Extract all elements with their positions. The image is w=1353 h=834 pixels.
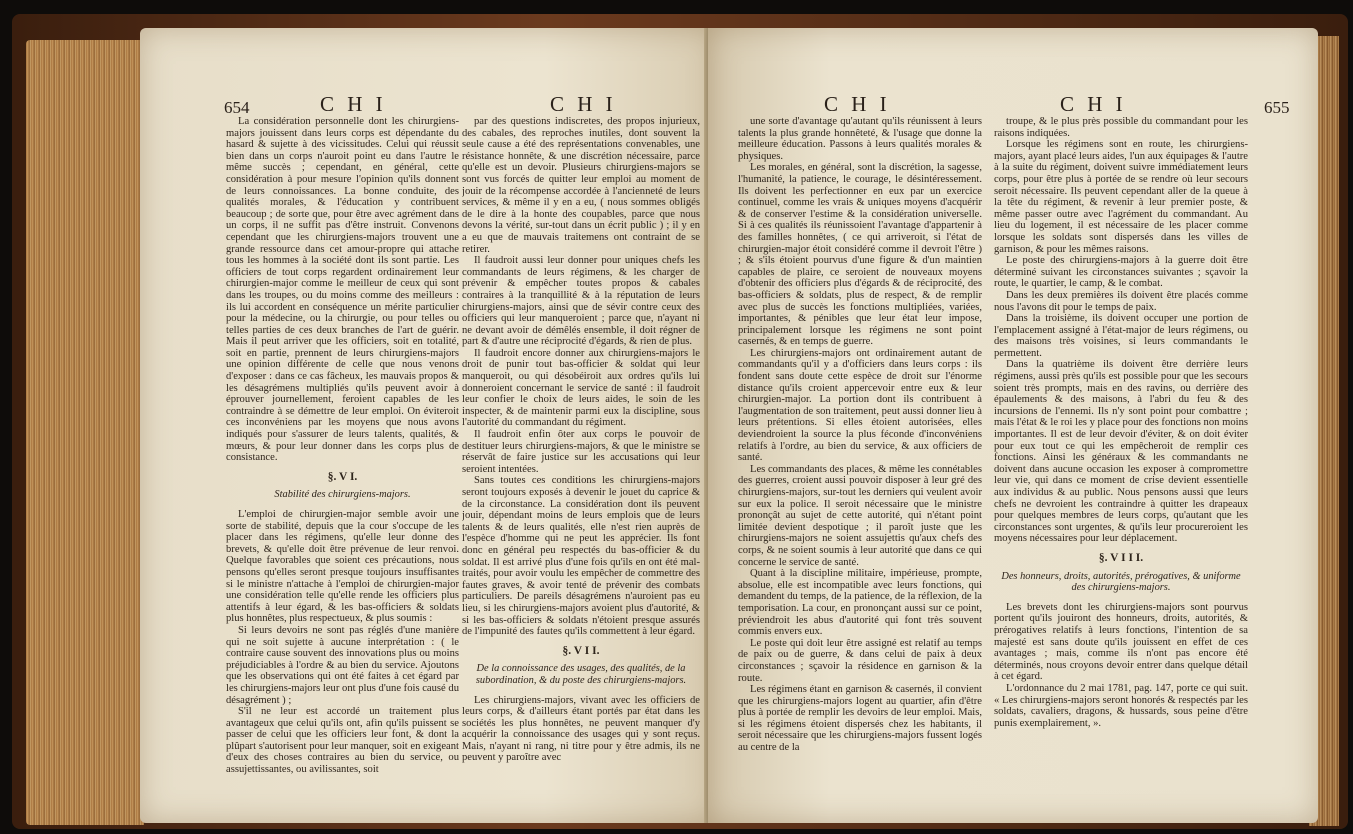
paragraph: une sorte d'avantage qu'autant qu'ils réunissent à leurs talents la plus grande honnêteté, & l'usage que donne la meilleure éducation. Passons à leurs qualités morales & physiques.	[738, 116, 982, 162]
paragraph: Les morales, en général, sont la discrétion, la sagesse, l'humanité, la patience, le courage, le désintéressement. Ils doivent les perfectionner en eux par un exercice continuel, comme les vrais & uniques moyens d'acquérir & de conserver l'estime & la considération universelle. Si à ces qualités ils réunissoient l'avantage d'appartenir à des familles honnêtes, ( ce qui arriveroit, si l'état de chirurgien-major étoit considéré comme il devroit l'être ) ; & s'ils étoient pourvus d'une figure & d'un maintien capables de plaire, ce seroient de nouveaux moyens d'obtenir des officiers plus d'égards & de réciprocité, des bas-officiers & soldats, plus de respect, & de remplir avec plus de succès les fonctions multipliées, variées, importantes, & pénibles que leur état leur impose, principalement lorsque les régimens ne sont point casernés, & en temps de guerre.	[738, 162, 982, 348]
running-header: C H I	[550, 92, 617, 116]
page-number: 654	[224, 98, 250, 117]
text-column-1	[226, 116, 459, 821]
section-title: §. V I I.	[562, 644, 600, 657]
paragraph: Les commandants des places, & même les connétables des guerres, croient aussi pouvoir disposer à leur gré des chirurgiens-majors, sur-tout les derniers qui veulent avoir sur eux la police. Il seroit nécessaire que le ministre prononçât au sujet de cette autorité, qui n'étant point limitée devient despotique ; il paroît juste que les chirurgiens-majors ne soient assujettis qu'aux chefs des corps, & ne soient soumis à leur autorité que dans ce qui concerne le service de santé.	[738, 463, 982, 568]
paragraph: Dans les deux premières ils doivent être placés comme nous l'avons dit pour le temps de paix.	[994, 289, 1248, 313]
paragraph: Le poste des chirurgiens-majors à la guerre doit être déterminé suivant les circonstances suivantes ; sçavoir la route, le quartier, le camp, & le combat.	[994, 255, 1248, 290]
section-subtitle: Des honneurs, droits, autorités, prérogatives, & uniforme des chirurgiens-majors.	[1001, 570, 1241, 594]
paragraph: Les chirurgiens-majors ont ordinairement autant de commandants qu'il y a d'officiers dans leurs corps : ils fondent sans doute cette espèce de droit sur l'énorme distance qu'ils croient appercevoir entre eux & leur chirurgien-major. La portion dont ils contribuent à l'augmentation de son traitement, peut aussi donner lieu à leurs prétentions. Si elles étoient autorisées, elles deviendroient la source la plus féconde d'inconvéniens relatifs à l'ordre, au bien du service, & aux officiers de santé.	[738, 347, 982, 464]
paragraph: Sans toutes ces conditions les chirurgiens-majors seront toujours exposés à devenir le jouet du caprice & de la circonstance. La considération dont ils peuvent jouir, dépendant moins de leurs emplois que de leurs talents & de leurs qualités, elle n'est rien auprès de l'espèce d'homme qui ne peut les apprécier. Ils font donc en général peu respectés du bas-officier & du soldat. Il est arrivé plus d'une fois qu'ils en ont été mal-traités, pour avoir voulu les empêcher de commettre des fautes graves, & avoir tenté de prévenir des combats particuliers. De pareils désagrémens n'auroient pas eu lieu, si les chirurgiens-majors avoient plus d'autorité, & si les bas-officiers & soldats n'étoient presque assurés de l'impunité des fautes qu'ils commettent à leur égard.	[462, 475, 700, 638]
running-header: C H I	[824, 92, 891, 116]
section-subtitle: Stabilité des chirurgiens-majors.	[274, 489, 411, 501]
paragraph: Les chirurgiens-majors, vivant avec les officiers de leurs corps, & d'ailleurs étant portés par état dans les sociétés les plus honnêtes, ne peuvent manquer d'y acquérir la connoissance des usages qui y sont reçus. Mais, n'ayant ni rang, ni titre pour y être admis, ils ne peuvent y paroître avec	[462, 694, 700, 764]
paragraph: Le poste qui doit leur être assigné est relatif au temps de paix ou de guerre, & dans celui de paix à deux circonstances ; sçavoir la résidence en garnison & la route.	[738, 637, 982, 684]
paragraph: Dans la quatrième ils doivent être derrière leurs régimens, aussi près qu'ils est possible pour que les secours soient très prompts, mais en des ravins, ou derrière des épaulements & des maisons, à l'abri du feu & des incursions de l'ennemi. Ils n'y sont point pour combattre ; mais l'état & le roi les y place pour des fonctions non moins importantes. Il est de leur devoir d'éviter, & on doit éviter pour eux tout ce qui les empêcheroit de remplir ces fonctions. Ainsi les généraux & les commandants ne doivent dans aucune occasion les exposer à compromettre leur vie, qui dans ce moment de crise devient essentielle aux individus & au public. Nous pensons aussi que leurs chefs ne devroient les contraindre à quitter les drapeaux pour quelques membres de leurs corps, qu'autant que les circonstances sont urgentes, & qu'ils leur procureroient les moyens nécessaires pour leur déplacement.	[994, 359, 1248, 545]
paragraph: Il faudroit aussi leur donner pour uniques chefs les commandants de leurs régimens, & les charger de prévenir & empêcher toutes propos & cabales contraires à la tranquillité & à la réputation de leurs chirurgiens-majors, ainsi que de sévir contre ceux des officiers qui leur manqueroient ; parce que, n'ayant ni ne devant avoir de démêlés ensemble, il doit régner de part & d'autre une réciprocité d'égards, & rien de plus.	[462, 255, 700, 348]
paragraph: Dans la troisième, ils doivent occuper une portion de l'emplacement assigné à l'état-major de leurs régimens, ou des maisons très voisines, si leurs commandants le permettent.	[994, 313, 1248, 359]
text-column-2	[462, 116, 700, 821]
paragraph: Les régimens étant en garnison & casernés, il convient que les chirurgiens-majors logent au quartier, afin d'être plus à portée de remplir les devoirs de leur emploi. Mais, si les régimens étoient dispersés chez les habitants, il seroit nécessaire que les chirurgiens-majors fussent logés au centre de la	[738, 684, 982, 754]
running-header: C H I	[1060, 92, 1127, 116]
paragraph: L'emploi de chirurgien-major semble avoir une sorte de stabilité, depuis que la cour s'occupe de les placer dans les régimens, qu'elle leur donne des brevets, & qu'elle doit être prévenue de leur renvoi. Quelque favorables que soient ces précautions, nous pensons qu'elles seront presque toujours insuffisantes si le ministre n'attache à l'emploi de chirurgien-major une considération telle qu'elle rende les officiers plus attentifs à leur égard, & les bas-officiers & soldats plus honnêtes, plus respectueux, & plus soumis :	[226, 509, 459, 625]
paragraph: par des questions indiscretes, des propos injurieux, des cabales, des reproches inutiles, dont souvent la seule cause a été des représentations convenables, une résistance honnête, & une discrétion nécessaire, parce qu'elle est un devoir. Plusieurs chirurgiens-majors se sont vus forcés de quitter leur emploi au moment de jouir de la récompense accordée à l'ancienneté de leurs services, & même il y en a eu, ( nous sommes obligés de le dire à la honte des coupables, parce que nous devons la vérité, sur-tout dans un écrit public ) ; il y en a eu que de mauvais traitemens ont contraint de se retirer.	[462, 116, 700, 255]
paragraph: Il faudroit encore donner aux chirurgiens-majors le droit de punir tout bas-officier & soldat qui leur manqueroit, ou qui désobéiroit aux ordres qu'ils lui donneroient concernant le service de santé : il faudroit leur confier le choix de leurs aides, le soin de les inspecter, & de maintenir parmi eux la discipline, sous l'autorité du commandant du régiment.	[462, 347, 700, 429]
text-column-1	[738, 116, 982, 821]
section-title: §. V I I I.	[1098, 551, 1144, 564]
paragraph: La considération personnelle dont les chirurgiens-majors jouissent dans leurs corps est dépendante du hasard & sujette à des vicissitudes. Celui qui réussit bien dans un corps n'auroit point eu dans l'autre le même succès ; cependant, en général, cette considération à pour mesure l'opinion qu'ils donnent de leurs connoissances. La bonne conduite, des qualités morales, & l'éducation y contribuent beaucoup ; de sorte que, pour être avec agrément dans un corps, il ne suffit pas d'être instruit. Convenons cependant que les chirurgiens-majors trouvent une grande ressource dans cet amour-propre qui attache tous les hommes à la société dont ils sont partie. Les officiers de tout corps regardent ordinairement leur chirurgien-major comme le meilleur de ceux qui sont dans les troupes, ou du moins comme des meilleurs : ils lui accordent en conséquence un mérite particulier pour la médecine, ou la chirurgie, ou pour telles ou telles parties de ces deux branches de l'art de guérir. Mais il peut arriver que les officiers, soit en totalité, soit en partie, prennent de leurs chirurgiens-majors une opinion différente de celle que nous venons d'exposer : dans ce cas fâcheux, les mauvais propos & les désagrémens multipliés qu'ils peuvent avoir à éprouver journellement, feroient capables de les contraindre à se démettre de leur emploi. On éviteroit ces inconvéniens par les moyens que nous avons indiqués pour s'assurer de leurs talents, qualités, & mœurs, & pour leur donner dans les corps plus de consistance.	[226, 116, 459, 464]
running-header: C H I	[320, 92, 387, 116]
paragraph: Il faudroit enfin ôter aux corps le pouvoir de destituer leurs chirurgiens-majors, & que le ministre se réservât de faire justice sur les accusations qui leur seroient intentées.	[462, 429, 700, 475]
section-subtitle: De la connoissance des usages, des qualités, de la subordination, & du poste des chirurgiens-majors.	[475, 663, 687, 686]
page-number: 655	[1264, 98, 1290, 117]
paragraph: Les brevets dont les chirurgiens-majors sont pourvus portent qu'ils jouiront des honneurs, droits, autorités, & prérogatives relatifs à leurs fonctions, l'intention de sa majesté est sans doute qu'ils jouissent en effet de ces avantages ; mais, comme ils n'ont pas encore été déterminés, nous croyons devoir entrer dans quelque détail à cet égard.	[994, 601, 1248, 683]
paragraph: Si leurs devoirs ne sont pas réglés d'une manière qui ne soit sujette à aucune interprétation : ( le contraire cause souvent des innovations plus ou moins préjudiciables à l'ordre & au bien du service. Ajoutons que les observations qui ont été faites à cet égard par les chirurgiens-majors leur ont plus d'une fois causé du désagrément ) ;	[226, 624, 459, 706]
paragraph: troupe, & le plus près possible du commandant pour les raisons indiquées.	[994, 116, 1248, 139]
text-column-2	[994, 116, 1248, 821]
paragraph: L'ordonnance du 2 mai 1781, pag. 147, porte ce qui suit. « Les chirurgiens-majors seront honorés & respectés par les soldats, cavaliers, dragons, & hussards, sous peine d'être punis exemplairement, ».	[994, 682, 1248, 729]
left-page	[140, 28, 718, 823]
right-page	[708, 28, 1318, 823]
section-title: §. V I.	[327, 470, 358, 483]
page-edges-left	[26, 40, 144, 825]
paragraph: Lorsque les régimens sont en route, les chirurgiens-majors, ayant placé leurs aides, l'un aux équipages & l'autre à la suite du régiment, doivent suivre immédiatement leurs corps, pour être plus à portée de se rendre où leur secours seroit nécessaire. Ils peuvent cependant aller de la queue à la tête du régiment, & revenir à leur premier poste, & même passer outre avec l'agrément du commandant. Au lieu du logement, il est nécessaire de les placer comme lorsque les soldats sont dispersés dans les villes de garnison, & pour les mêmes raisons.	[994, 139, 1248, 255]
paragraph: S'il ne leur est accordé un traitement plus avantageux que celui qu'ils ont, afin qu'ils puissent se passer de celui que les officiers leur font, & dont la plûpart s'autorisent pour leur manquer, soit en exigeant d'eux des choses contraires au bien du service, ou assujettissantes, ou avilissantes, soit	[226, 706, 459, 776]
paragraph: Quant à la discipline militaire, impérieuse, prompte, absolue, elle est incompatible avec leurs fonctions, qui demandent du temps, de la patience, de la réflexion, de la temporisation. La cour, en prononçant aussi sur ce point, préviendroit les abus d'autorité qui font très souvent commis envers eux.	[738, 568, 982, 638]
